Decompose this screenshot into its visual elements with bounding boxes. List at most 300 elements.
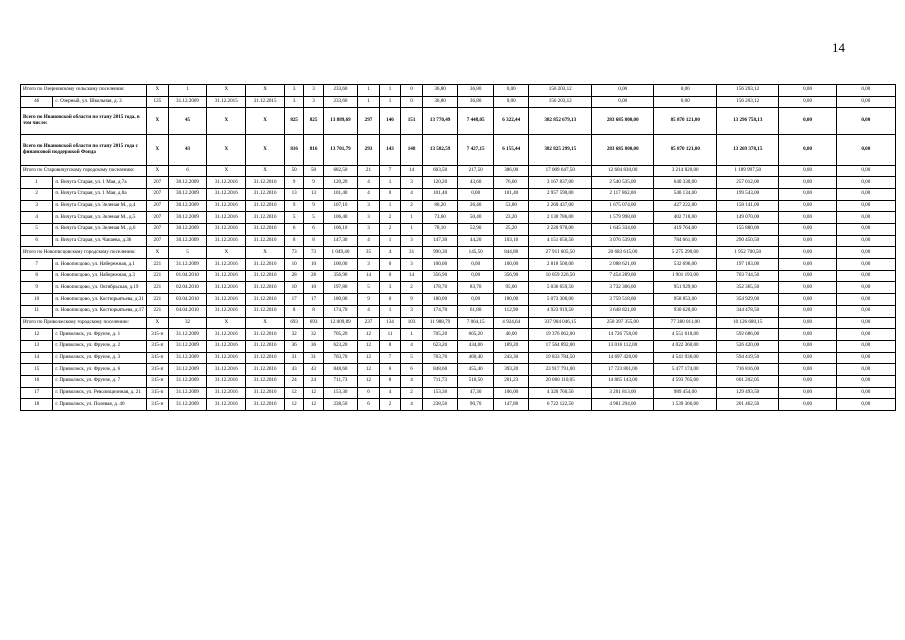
row-cell-10: 4 (401, 340, 423, 352)
row-cell-6: 6 (304, 224, 323, 236)
row-cell-11: 711,73 (422, 375, 458, 387)
row-cell-15: 0,00 (591, 96, 654, 108)
row-cell-6: 13 (304, 188, 323, 200)
row-number: 14 (21, 352, 53, 364)
row-cell-9: 134 (379, 317, 401, 329)
row-cell-17: 13 296 758,13 (716, 108, 779, 134)
row-cell-7: 180,00 (323, 294, 357, 306)
row-cell-8: 4 (358, 235, 380, 247)
row-cell-15: 14 865 143,00 (591, 375, 654, 387)
table-row (21, 270, 896, 282)
row-cell-12: 47,30 (458, 387, 494, 399)
table-row (21, 259, 896, 271)
row-cell-4: 31.12.2016 (246, 212, 285, 224)
row-cell-5: 9 (284, 200, 303, 212)
row-cell-9: 7 (379, 352, 401, 364)
row-cell-12: 61,80 (458, 305, 494, 317)
row-cell-12: 7 448,05 (458, 108, 494, 134)
row-cell-7: 13 889,69 (323, 108, 357, 134)
table-row (21, 200, 896, 212)
row-address: г. Приволжск, ул. Фрунзе, д. 1 (53, 329, 147, 341)
row-cell-3: 31.12.2016 (207, 399, 246, 411)
row-cell-2: 5 (168, 247, 207, 259)
row-cell-8: 12 (358, 352, 380, 364)
row-cell-10: 6 (401, 364, 423, 376)
row-cell-8: 6 (358, 399, 380, 411)
row-cell-17: 344 478,50 (716, 305, 779, 317)
row-cell-8: 3 (358, 200, 380, 212)
row-cell-4: 31.12.2015 (246, 96, 285, 108)
row-group-title: Всего по Ивановской области по этапу 2015 года с финансовой поддержкой Фонда (21, 134, 147, 165)
row-cell-15: 3 648 821,00 (591, 305, 654, 317)
row-cell-18: 0,00 (779, 85, 836, 97)
row-cell-19: 0,00 (836, 134, 895, 165)
row-cell-9: 0 (379, 259, 401, 271)
row-cell-17: 1 189 997,50 (716, 165, 779, 177)
row-cell-10: 9 (401, 294, 423, 306)
row-cell-18: 0,00 (779, 340, 836, 352)
row-cell-17: 13 269 378,15 (716, 134, 779, 165)
row-cell-15: 283 685 800,00 (591, 108, 654, 134)
row-number: 11 (21, 305, 53, 317)
row-cell-9: 6 (379, 364, 401, 376)
row-cell-19: 0,00 (836, 177, 895, 189)
row-cell-4: 31.12.2016 (246, 259, 285, 271)
table-row (21, 294, 896, 306)
row-cell-11: 78,10 (422, 224, 458, 236)
row-cell-6: 24 (304, 375, 323, 387)
row-cell-11: 153,30 (422, 387, 458, 399)
row-cell-12: 52,90 (458, 224, 494, 236)
row-cell-18: 0,00 (779, 224, 836, 236)
table-row (21, 375, 896, 387)
row-cell-1: 221 (147, 305, 169, 317)
row-cell-8: 5 (358, 282, 380, 294)
row-cell-16: 0,00 (654, 96, 717, 108)
row-cell-6: 28 (304, 270, 323, 282)
row-address: п. Новописцово, ул. Костюрьятьева, д.17 (53, 305, 147, 317)
row-cell-14: 4 923 919,50 (529, 305, 592, 317)
row-cell-4: 31.12.2016 (246, 305, 285, 317)
row-cell-8: 12 (358, 364, 380, 376)
row-cell-17: 354 929,00 (716, 294, 779, 306)
row-cell-18: 0,00 (779, 96, 836, 108)
row-cell-6: 5 (304, 212, 323, 224)
row-cell-17: 197 183,00 (716, 259, 779, 271)
row-cell-6: 36 (304, 340, 323, 352)
row-number: 10 (21, 294, 53, 306)
row-cell-13: 147,80 (493, 399, 529, 411)
row-cell-11: 36,80 (422, 85, 458, 97)
row-cell-14: 10 059 226,50 (529, 270, 592, 282)
row-cell-1: 207 (147, 177, 169, 189)
row-cell-18: 0,00 (779, 188, 836, 200)
row-cell-1: X (147, 247, 169, 259)
row-address: п. Вичуга Старая, ул. Зеленая М., д.5 (53, 212, 147, 224)
row-cell-10: 103 (401, 317, 423, 329)
row-cell-1: 315-п (147, 387, 169, 399)
row-cell-13: 844,80 (493, 247, 529, 259)
row-cell-13: 386,00 (493, 165, 529, 177)
row-cell-7: 197,80 (323, 282, 357, 294)
row-cell-5: 9 (284, 177, 303, 189)
row-cell-17: 601 202,05 (716, 375, 779, 387)
row-cell-1: 315-п (147, 329, 169, 341)
row-cell-5: 8 (284, 305, 303, 317)
row-cell-5: 10 (284, 259, 303, 271)
row-cell-10: 151 (401, 108, 423, 134)
row-cell-2: 30.12.2009 (168, 177, 207, 189)
row-cell-18: 0,00 (779, 247, 836, 259)
row-cell-15: 14 697 428,00 (591, 352, 654, 364)
row-cell-1: 315-п (147, 375, 169, 387)
row-cell-6: 32 (304, 329, 323, 341)
row-cell-14: 4 151 650,50 (529, 235, 592, 247)
row-cell-19: 0,00 (836, 96, 895, 108)
row-cell-7: 153,30 (323, 387, 357, 399)
row-cell-5: 24 (284, 375, 303, 387)
row-cell-7: 705,20 (323, 329, 357, 341)
row-cell-15: 13 016 112,00 (591, 340, 654, 352)
row-cell-16: 402 718,00 (654, 212, 717, 224)
row-cell-14: 2 957 590,00 (529, 188, 592, 200)
row-cell-4: 31.12.2016 (246, 340, 285, 352)
row-cell-15: 3 759 518,00 (591, 294, 654, 306)
row-cell-17: 155 880,00 (716, 224, 779, 236)
row-cell-2: 31.12.2009 (168, 375, 207, 387)
table-row-total (21, 317, 896, 329)
row-cell-12: 460,40 (458, 352, 494, 364)
row-cell-2: 01.04.2010 (168, 270, 207, 282)
row-cell-11: 120,20 (422, 177, 458, 189)
row-cell-3: 31.12.2016 (207, 188, 246, 200)
row-cell-19: 0,00 (836, 188, 895, 200)
row-cell-9: 1 (379, 177, 401, 189)
row-cell-3: 31.12.2016 (207, 375, 246, 387)
table-row-total (21, 85, 896, 97)
row-cell-3: X (207, 134, 246, 165)
row-cell-16: 1 901 193,00 (654, 270, 717, 282)
row-cell-2: 04.04.2010 (168, 305, 207, 317)
row-cell-15: 1 675 074,00 (591, 200, 654, 212)
row-number: 4 (21, 212, 53, 224)
table-row-total (21, 108, 896, 134)
row-cell-13: 40,00 (493, 329, 529, 341)
row-cell-3: 31.12.2016 (207, 340, 246, 352)
row-cell-1: 207 (147, 188, 169, 200)
row-cell-14: 23 917 791,00 (529, 364, 592, 376)
row-group-title: Всего по Ивановской области по этапу 2015 года, в том числе: (21, 108, 147, 134)
row-cell-4: X (246, 85, 285, 97)
row-cell-16: 5 477 174,00 (654, 364, 717, 376)
row-cell-14: 3 167 837,00 (529, 177, 592, 189)
row-cell-1: 221 (147, 259, 169, 271)
row-address: с. Озерный, ул. Школьная, д. 3 (53, 96, 147, 108)
table-row (21, 387, 896, 399)
row-cell-9: 1 (379, 200, 401, 212)
row-cell-5: 43 (284, 364, 303, 376)
row-group-title: Итого по Приволжскому городскому поселению: (21, 317, 147, 329)
row-cell-1: 315-п (147, 399, 169, 411)
row-number: 13 (21, 340, 53, 352)
row-cell-7: 147,30 (323, 235, 357, 247)
row-address: п. Новописцово, ул. Костюрьятьева, д.31 (53, 294, 147, 306)
row-cell-15: 2 540 535,00 (591, 177, 654, 189)
row-cell-17: 129 493,50 (716, 387, 779, 399)
row-cell-4: 31.12.2016 (246, 270, 285, 282)
row-cell-19: 0,00 (836, 317, 895, 329)
row-cell-12: 50,40 (458, 212, 494, 224)
row-cell-11: 147,30 (422, 235, 458, 247)
row-cell-12: 0,00 (458, 270, 494, 282)
row-cell-6: 12 (304, 387, 323, 399)
row-cell-1: 207 (147, 200, 169, 212)
row-cell-16: 4 541 936,00 (654, 352, 717, 364)
row-cell-18: 0,00 (779, 177, 836, 189)
row-number: 8 (21, 270, 53, 282)
row-cell-11: 990,30 (422, 247, 458, 259)
row-cell-12: 665,20 (458, 329, 494, 341)
resettlement-register-table (20, 84, 896, 411)
row-cell-12: 0,00 (458, 294, 494, 306)
row-cell-4: X (246, 247, 285, 259)
row-cell-6: 693 (304, 317, 323, 329)
row-cell-9: 0 (379, 188, 401, 200)
row-cell-1: 315-п (147, 364, 169, 376)
row-cell-17: 703 744,50 (716, 270, 779, 282)
row-cell-16: 1 539 366,00 (654, 399, 717, 411)
table-row-total (21, 247, 896, 259)
row-cell-3: X (207, 108, 246, 134)
row-cell-7: 100,00 (323, 259, 357, 271)
row-cell-14: 6 722 122,50 (529, 399, 592, 411)
row-cell-9: 143 (379, 134, 401, 165)
row-cell-17: 156 203,12 (716, 85, 779, 97)
row-cell-10: 3 (401, 305, 423, 317)
row-cell-2: 31.12.2009 (168, 364, 207, 376)
row-cell-5: 28 (284, 270, 303, 282)
row-cell-11: 101,40 (422, 188, 458, 200)
row-cell-17: 592 686,00 (716, 329, 779, 341)
row-cell-2: 6 (168, 165, 207, 177)
row-cell-18: 0,00 (779, 134, 836, 165)
row-cell-11: 100,00 (422, 259, 458, 271)
row-cell-17: 149 070,00 (716, 212, 779, 224)
row-cell-6: 3 (304, 96, 323, 108)
row-cell-10: 2 (401, 387, 423, 399)
row-cell-10: 1 (401, 212, 423, 224)
row-number: 17 (21, 387, 53, 399)
row-cell-5: 816 (284, 134, 303, 165)
row-cell-4: 31.12.2016 (246, 200, 285, 212)
row-cell-12: 145,50 (458, 247, 494, 259)
row-cell-16: 930 620,00 (654, 305, 717, 317)
row-cell-12: 0,00 (458, 259, 494, 271)
row-group-title: Итого по Новописцовскому городскому поселению: (21, 247, 147, 259)
row-cell-1: X (147, 85, 169, 97)
row-cell-10: 1 (401, 329, 423, 341)
row-cell-12: 217,50 (458, 165, 494, 177)
row-cell-16: 0,00 (654, 85, 717, 97)
row-cell-15: 3 732 306,00 (591, 282, 654, 294)
row-cell-1: X (147, 317, 169, 329)
row-cell-2: 31.12.2009 (168, 259, 207, 271)
row-cell-16: 3 214 820,00 (654, 165, 717, 177)
row-cell-19: 0,00 (836, 375, 895, 387)
row-cell-1: 315-п (147, 352, 169, 364)
row-cell-17: 594 419,50 (716, 352, 779, 364)
row-cell-4: X (246, 317, 285, 329)
row-cell-14: 17 564 892,00 (529, 340, 592, 352)
row-number: 46 (21, 96, 53, 108)
row-cell-15: 7 454 289,00 (591, 270, 654, 282)
row-cell-6: 43 (304, 364, 323, 376)
row-cell-5: 3 (284, 96, 303, 108)
row-cell-1: 207 (147, 224, 169, 236)
row-cell-4: 31.12.2016 (246, 235, 285, 247)
row-cell-7: 106,10 (323, 224, 357, 236)
row-cell-15: 0,00 (591, 85, 654, 97)
row-number: 6 (21, 235, 53, 247)
row-cell-15: 1 579 998,00 (591, 212, 654, 224)
row-cell-15: 250 397 355,00 (591, 317, 654, 329)
row-cell-14: 2 220 978,00 (529, 224, 592, 236)
row-cell-2: 30.12.2009 (168, 200, 207, 212)
row-cell-8: 1 (358, 96, 380, 108)
table-row-total (21, 134, 896, 165)
row-cell-2: 03.04.2010 (168, 294, 207, 306)
row-cell-12: 36,80 (458, 85, 494, 97)
row-cell-1: 221 (147, 270, 169, 282)
row-cell-18: 0,00 (779, 352, 836, 364)
row-cell-3: 31.12.2016 (207, 364, 246, 376)
row-address: п. Вичуга Старая, ул. Зеленая М., д.6 (53, 224, 147, 236)
row-cell-14: 382 825 299,15 (529, 134, 592, 165)
row-cell-1: 125 (147, 96, 169, 108)
row-cell-8: 3 (358, 259, 380, 271)
row-cell-4: X (246, 165, 285, 177)
row-cell-11: 178,70 (422, 282, 458, 294)
row-cell-13: 6 155,44 (493, 134, 529, 165)
row-cell-5: 13 (284, 188, 303, 200)
row-cell-10: 0 (401, 85, 423, 97)
row-cell-4: 31.12.2016 (246, 375, 285, 387)
row-cell-10: 2 (401, 282, 423, 294)
row-cell-11: 13 770,49 (422, 108, 458, 134)
row-cell-15: 3 076 539,00 (591, 235, 654, 247)
row-cell-10: 148 (401, 134, 423, 165)
row-cell-13: 180,00 (493, 294, 529, 306)
row-cell-8: 4 (358, 177, 380, 189)
row-cell-13: 23,20 (493, 212, 529, 224)
row-cell-3: X (207, 317, 246, 329)
row-cell-14: 19 833 784,50 (529, 352, 592, 364)
row-cell-17: 1 952 700,50 (716, 247, 779, 259)
row-cell-9: 8 (379, 375, 401, 387)
row-cell-9: 4 (379, 387, 401, 399)
row-address: п. Вичуга Старая, ул. 1 Мая, д.8а (53, 188, 147, 200)
row-cell-8: 14 (358, 270, 380, 282)
row-cell-14: 5 036 659,50 (529, 282, 592, 294)
row-cell-2: 30.12.2009 (168, 212, 207, 224)
row-number: 3 (21, 200, 53, 212)
row-cell-19: 0,00 (836, 352, 895, 364)
row-cell-2: 31.12.2009 (168, 96, 207, 108)
row-cell-3: 31.12.2016 (207, 305, 246, 317)
row-cell-14: 156 203,12 (529, 96, 592, 108)
row-cell-15: 4 981 294,00 (591, 399, 654, 411)
row-cell-1: X (147, 165, 169, 177)
row-cell-2: 43 (168, 134, 207, 165)
row-cell-3: 31.12.2016 (207, 387, 246, 399)
row-cell-3: X (207, 247, 246, 259)
row-cell-17: 201 462,50 (716, 399, 779, 411)
table-row (21, 177, 896, 189)
row-cell-4: 31.12.2016 (246, 294, 285, 306)
row-cell-14: 2 818 500,00 (529, 259, 592, 271)
row-cell-9: 11 (379, 329, 401, 341)
row-cell-13: 356,90 (493, 270, 529, 282)
row-cell-16: 4 551 618,00 (654, 329, 717, 341)
row-address: г. Приволжск, ул. Фрунзе, д. 6 (53, 364, 147, 376)
table-row (21, 224, 896, 236)
row-cell-19: 0,00 (836, 212, 895, 224)
row-cell-13: 0,00 (493, 85, 529, 97)
row-cell-8: 297 (358, 108, 380, 134)
row-cell-13: 106,00 (493, 387, 529, 399)
row-cell-10: 1 (401, 224, 423, 236)
row-cell-12: 26,40 (458, 200, 494, 212)
row-cell-3: 31.12.2016 (207, 212, 246, 224)
row-cell-14: 20 060 110,05 (529, 375, 592, 387)
row-cell-17: 526 420,00 (716, 340, 779, 352)
row-cell-3: 31.12.2016 (207, 235, 246, 247)
row-cell-5: 12 (284, 399, 303, 411)
row-cell-13: 101,40 (493, 188, 529, 200)
row-cell-7: 711,73 (323, 375, 357, 387)
row-cell-5: 50 (284, 165, 303, 177)
row-group-title: Итого по Озерновскому сельскому поселению: (21, 85, 147, 97)
table-row (21, 364, 896, 376)
row-address: г. Приволжск, ул. Полевая, д. 40 (53, 399, 147, 411)
row-cell-9: 2 (379, 212, 401, 224)
row-cell-10: 14 (401, 270, 423, 282)
row-cell-16: 540 134,00 (654, 188, 717, 200)
row-cell-17: 10 126 680,15 (716, 317, 779, 329)
row-cell-3: 31.12.2016 (207, 259, 246, 271)
row-cell-15: 2 117 862,00 (591, 188, 654, 200)
row-cell-18: 0,00 (779, 317, 836, 329)
row-cell-13: 189,20 (493, 340, 529, 352)
row-cell-17: 158 141,00 (716, 200, 779, 212)
row-cell-16: 532 696,00 (654, 259, 717, 271)
table-row (21, 352, 896, 364)
row-cell-3: 31.12.2016 (207, 294, 246, 306)
row-number: 9 (21, 282, 53, 294)
row-cell-19: 0,00 (836, 329, 895, 341)
row-cell-13: 95,00 (493, 282, 529, 294)
row-cell-5: 36 (284, 340, 303, 352)
row-cell-6: 73 (304, 247, 323, 259)
row-cell-8: 12 (358, 329, 380, 341)
row-cell-6: 17 (304, 294, 323, 306)
row-cell-18: 0,00 (779, 294, 836, 306)
row-cell-2: 31.12.2009 (168, 399, 207, 411)
row-cell-7: 848,60 (323, 364, 357, 376)
row-cell-3: 31.12.2016 (207, 224, 246, 236)
row-cell-7: 106,40 (323, 212, 357, 224)
row-cell-18: 0,00 (779, 212, 836, 224)
